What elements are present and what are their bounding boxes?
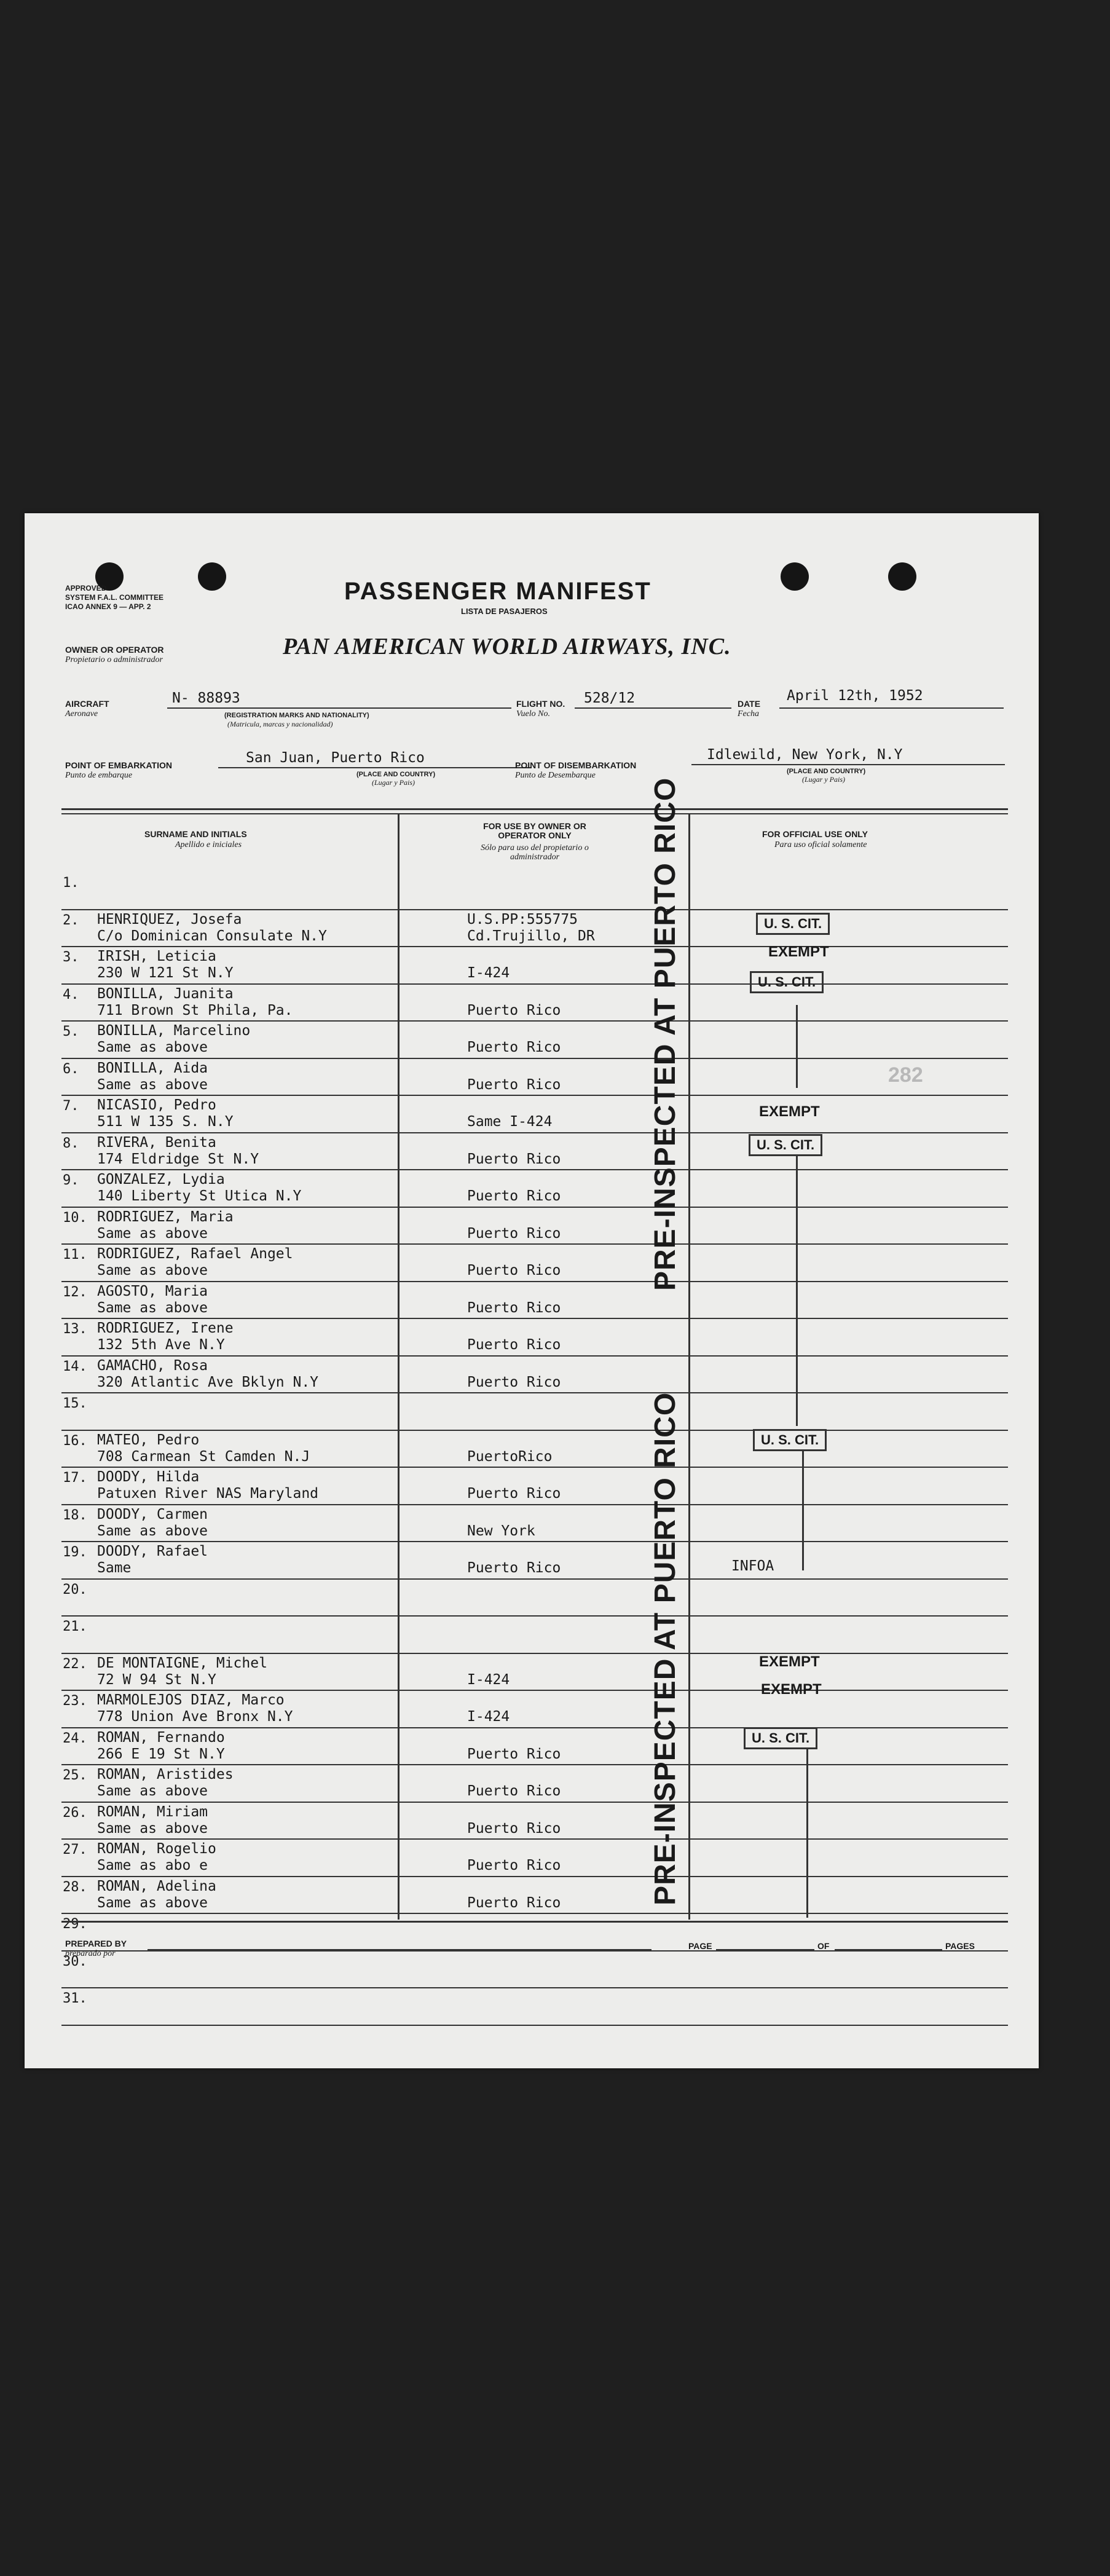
registration-note-es: (Matricula, marcas y nacionalidad) [227,720,333,728]
operator-origin: Puerto Rico [467,1039,561,1055]
row-divider [61,1467,1008,1468]
check-mark [802,1451,804,1570]
col-operator-header-es: Sólo para uso del propietario o administrador [481,843,589,862]
operator-origin: Same I-424 [467,1114,553,1130]
us-citizen-stamp: U. S. CIT. [756,913,830,935]
operator-origin: Puerto Rico [467,1002,561,1018]
passenger-address: 230 W 121 St N.Y [97,965,234,981]
row-divider [61,1541,1008,1542]
passenger-address: Same as above [97,1522,208,1539]
disembark-label: POINT OF DISEMBARKATION [515,760,637,770]
operator-origin: I-424 [467,1709,510,1725]
row-divider [61,1802,1008,1803]
row-number: 6. [63,1061,79,1077]
page-label: PAGE [688,1941,712,1951]
row-number: 13. [63,1321,87,1337]
flight-value: 528/12 [584,690,636,706]
owner-label: OWNER OR OPERATOR [65,645,164,655]
column-divider [688,813,690,1920]
row-number: 30. [63,1953,87,1969]
row-number: 7. [63,1098,79,1114]
row-divider [61,1764,1008,1765]
passenger-name: DE MONTAIGNE, Michel [97,1655,267,1671]
passenger-name: RODRIGUEZ, Irene [97,1320,234,1336]
passenger-name: GONZALEZ, Lydia [97,1172,225,1188]
row-divider [61,1020,1008,1022]
approved-label: APPROVED [65,584,107,593]
passenger-name: MARMOLEJOS DIAZ, Marco [97,1692,285,1708]
disembark-value: Idlewild, New York, N.Y [707,747,903,763]
row-number: 27. [63,1842,87,1857]
row-number: 5. [63,1024,79,1039]
passenger-name: GAMACHO, Rosa [97,1357,208,1374]
row-divider [61,1690,1008,1691]
passenger-address: Same as above [97,1076,208,1093]
row-divider [61,946,1008,947]
row-divider [61,1318,1008,1319]
passenger-address: 778 Union Ave Bronx N.Y [97,1709,293,1725]
row-number: 22. [63,1656,87,1672]
row-number: 26. [63,1805,87,1821]
row-number: 25. [63,1768,87,1783]
row-number: 11. [63,1247,87,1262]
passenger-address: 708 Carmean St Camden N.J [97,1448,310,1465]
passenger-name: NICASIO, Pedro [97,1097,216,1113]
us-citizen-stamp: U. S. CIT. [750,971,824,993]
operator-origin: Puerto Rico [467,1299,561,1316]
row-number: 8. [63,1135,79,1151]
row-divider [61,983,1008,985]
date-label: DATE [738,699,761,709]
us-citizen-stamp: U. S. CIT. [744,1727,817,1749]
row-number: 29. [63,1916,87,1932]
passenger-address: Same as above [97,1820,208,1837]
operator-origin: Puerto Rico [467,1151,561,1167]
row-divider [61,1243,1008,1245]
disembark-label-es: Punto de Desembarque [515,771,596,780]
pages-label: PAGES [945,1941,975,1951]
passenger-address: Same as above [97,1262,208,1278]
col-surname-header-es: Apellido e iniciales [175,840,242,849]
row-divider [61,1207,1008,1208]
passenger-name: ROMAN, Miriam [97,1803,208,1820]
aircraft-value: N- 88893 [172,690,240,706]
embark-label: POINT OF EMBARKATION [65,760,172,770]
column-divider [398,813,400,1920]
passenger-address: 132 5th Ave N.Y [97,1337,225,1353]
pre-inspected-stamp: PRE-INSPECTED AT PUERTO RICO [649,1392,682,1905]
exempt-stamp: EXEMPT [759,1653,820,1670]
row-divider [61,1504,1008,1505]
aircraft-label: AIRCRAFT [65,699,109,709]
passenger-name: RIVERA, Benita [97,1134,216,1151]
passenger-address: Same as above [97,1225,208,1242]
check-mark [796,1156,798,1426]
row-divider [61,1281,1008,1282]
committee-label: SYSTEM F.A.L. COMMITTEE [65,593,164,602]
row-number: 3. [63,950,79,965]
manifest-page [25,513,1039,2068]
row-divider [61,1132,1008,1133]
check-mark [806,1749,808,1918]
row-divider [61,1838,1008,1840]
header-rule [61,808,1008,810]
operator-origin: PuertoRico [467,1448,553,1465]
col-operator-header: FOR USE BY OWNER OR OPERATOR ONLY [483,821,586,840]
flight-label: FLIGHT NO. [516,699,565,709]
row-divider [61,1058,1008,1059]
page-title: PASSENGER MANIFEST [344,578,651,605]
passenger-address: 266 E 19 St N.Y [97,1746,225,1762]
operator-note: U.S.PP:555775 [467,911,578,928]
passenger-address: 320 Atlantic Ave Bklyn N.Y [97,1374,319,1390]
col-surname-header: SURNAME AND INITIALS [144,829,247,839]
row-number: 10. [63,1210,87,1226]
header-rule-2 [61,813,1008,814]
aircraft-label-es: Aeronave [65,709,98,719]
passenger-name: ROMAN, Rogelio [97,1841,216,1857]
passenger-address: Same as above [97,1894,208,1911]
passenger-name: DOODY, Rafael [97,1543,208,1559]
row-divider [61,1653,1008,1654]
passenger-address: Same as above [97,1299,208,1316]
operator-origin: Puerto Rico [467,1374,561,1390]
registration-note: (REGISTRATION MARKS AND NATIONALITY) [224,712,369,719]
owner-label-es: Propietario o administrador [65,655,163,664]
flight-label-es: Vuelo No. [516,709,550,719]
col-official-header: FOR OFFICIAL USE ONLY [762,829,868,839]
punch-hole [198,562,226,591]
row-number: 15. [63,1396,87,1411]
operator-origin: Puerto Rico [467,1894,561,1911]
prepared-by-label-es: preparado por [65,1949,116,1958]
passenger-address: 711 Brown St Phila, Pa. [97,1002,293,1018]
row-divider [61,1876,1008,1877]
passenger-name: RODRIGUEZ, Maria [97,1208,234,1225]
row-divider [61,1615,1008,1617]
row-divider [61,909,1008,910]
infoa-note: INFOA [731,1558,774,1574]
annex-label: ICAO ANNEX 9 — APP. 2 [65,602,151,611]
operator-origin: I-424 [467,965,510,981]
row-divider [61,1095,1008,1096]
operator-origin: I-424 [467,1671,510,1688]
row-number: 4. [63,987,79,1002]
row-divider [61,2025,1008,2026]
of-underline [835,1949,942,1950]
passenger-address: Same as above [97,1783,208,1799]
operator-origin: Puerto Rico [467,1560,561,1576]
passenger-name: BONILLA, Juanita [97,985,234,1002]
operator-origin: Puerto Rico [467,1746,561,1762]
embark-value: San Juan, Puerto Rico [246,750,425,766]
passenger-name: AGOSTO, Maria [97,1283,208,1299]
passenger-name: ROMAN, Fernando [97,1729,225,1746]
operator-origin: Puerto Rico [467,1820,561,1837]
passenger-name: HENRIQUEZ, Josefa [97,911,242,928]
operator-origin: Puerto Rico [467,1076,561,1093]
page-underline [716,1949,814,1950]
flight-underline [575,707,731,709]
footer-rule [61,1921,1008,1923]
row-number: 21. [63,1619,87,1634]
passenger-name: BONILLA, Marcelino [97,1023,251,1039]
pre-inspected-stamp: PRE-INSPECTED AT PUERTO RICO [649,777,682,1291]
passenger-name: MATEO, Pedro [97,1432,200,1448]
passenger-address: 72 W 94 St N.Y [97,1671,216,1688]
passenger-name: RODRIGUEZ, Rafael Angel [97,1246,293,1262]
row-divider [61,1169,1008,1170]
operator-origin: Puerto Rico [467,1188,561,1204]
passenger-address: C/o Dominican Consulate N.Y [97,928,327,944]
row-number: 1. [63,875,79,891]
passenger-address: 511 W 135 S. N.Y [97,1114,234,1130]
operator-origin: Puerto Rico [467,1262,561,1278]
row-number: 18. [63,1507,87,1523]
row-divider [61,1355,1008,1357]
punch-hole [888,562,916,591]
operator-origin: New York [467,1522,535,1539]
passenger-address: Same as abo e [97,1857,208,1873]
embark-underline [218,767,532,768]
passenger-name: BONILLA, Aida [97,1060,208,1076]
row-number: 12. [63,1284,87,1300]
prepared-by-label: PREPARED BY [65,1939,127,1948]
passenger-address: 174 Eldridge St N.Y [97,1151,259,1167]
page-number-stamp: 282 [888,1063,923,1087]
row-number: 16. [63,1433,87,1449]
operator-origin: Puerto Rico [467,1486,561,1502]
passenger-name: DOODY, Carmen [97,1506,208,1522]
carrier-name: PAN AMERICAN WORLD AIRWAYS, INC. [283,634,731,660]
row-number: 31. [63,1991,87,2006]
operator-origin: Puerto Rico [467,1857,561,1873]
row-number: 2. [63,912,79,928]
operator-origin: Cd.Trujillo, DR [467,928,595,944]
passenger-address: 140 Liberty St Utica N.Y [97,1188,302,1204]
row-number: 14. [63,1358,87,1374]
row-number: 23. [63,1693,87,1709]
row-divider [61,1430,1008,1431]
punch-hole [781,562,809,591]
passenger-address: Patuxen River NAS Maryland [97,1486,319,1502]
row-divider [61,1578,1008,1580]
date-label-es: Fecha [738,709,759,719]
passenger-name: ROMAN, Adelina [97,1878,216,1894]
row-number: 24. [63,1730,87,1746]
row-number: 19. [63,1545,87,1560]
row-divider [61,1727,1008,1728]
operator-origin: Puerto Rico [467,1225,561,1242]
check-mark [796,1005,798,1088]
row-divider [61,1987,1008,1988]
disembark-place-note: (PLACE AND COUNTRY) [787,768,866,775]
exempt-stamp: EXEMPT [761,1681,822,1698]
operator-origin: Puerto Rico [467,1783,561,1799]
exempt-stamp: EXEMPT [759,1103,820,1120]
disembark-underline [691,764,1005,765]
col-official-header-es: Para uso oficial solamente [774,840,867,849]
date-underline [779,707,1004,709]
row-number: 9. [63,1173,79,1188]
row-divider [61,1392,1008,1393]
row-number: 20. [63,1581,87,1597]
embark-place-note-es: (Lugar y Pais) [372,778,415,787]
page-subtitle: LISTA DE PASAJEROS [461,607,548,616]
prepared-by-underline [148,1949,651,1950]
row-number: 28. [63,1879,87,1895]
date-value: April 12th, 1952 [787,688,923,704]
of-label: OF [817,1941,830,1951]
disembark-place-note-es: (Lugar y Pais) [802,775,845,784]
us-citizen-stamp: U. S. CIT. [753,1429,827,1451]
passenger-name: IRISH, Leticia [97,948,216,964]
exempt-stamp: EXEMPT [768,943,829,960]
row-divider [61,1913,1008,1914]
passenger-name: DOODY, Hilda [97,1469,200,1485]
operator-origin: Puerto Rico [467,1337,561,1353]
passenger-name: ROMAN, Aristides [97,1767,234,1782]
embark-label-es: Punto de embarque [65,771,133,780]
passenger-address: Same as above [97,1039,208,1055]
aircraft-underline [167,707,511,709]
us-citizen-stamp: U. S. CIT. [749,1134,822,1156]
row-number: 17. [63,1470,87,1486]
embark-place-note: (PLACE AND COUNTRY) [356,771,436,778]
passenger-address: Same [97,1560,132,1576]
